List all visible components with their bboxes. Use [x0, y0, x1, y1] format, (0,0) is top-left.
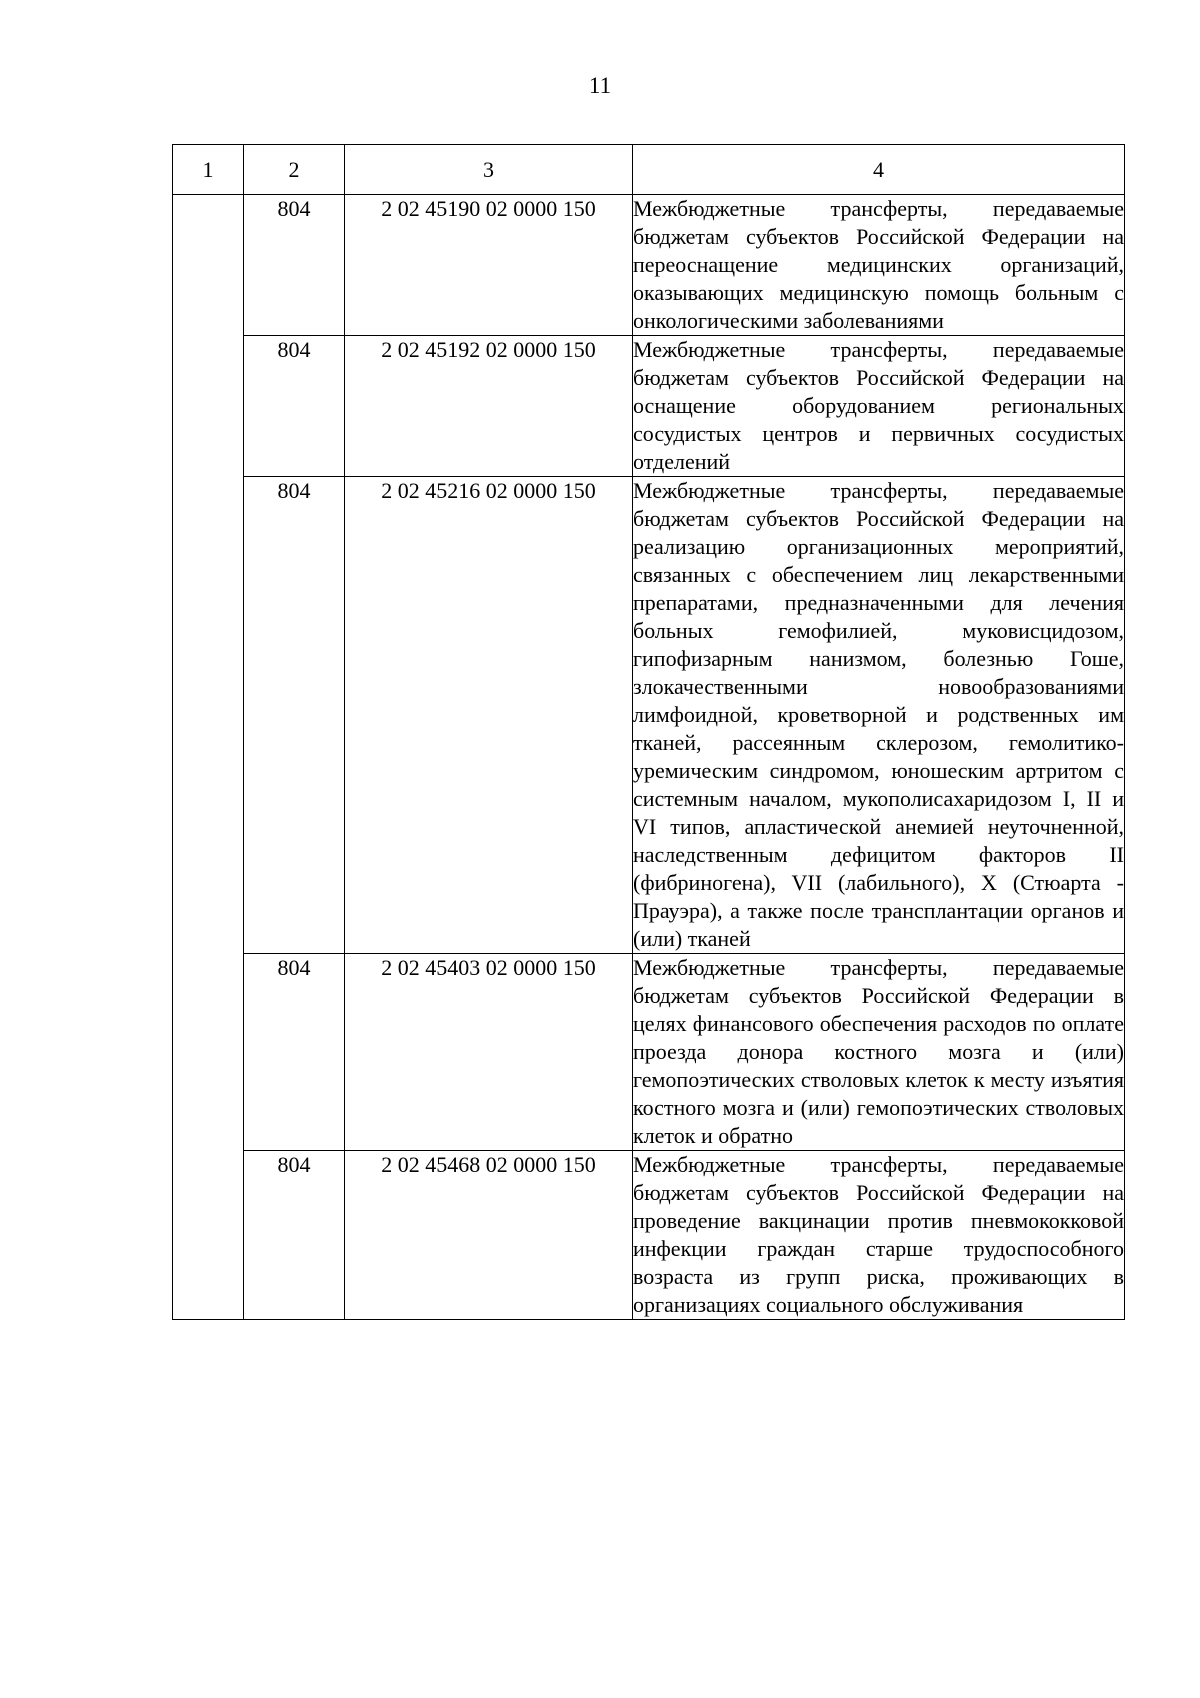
budget-code-cell: 2 02 45216 02 0000 150	[345, 477, 633, 954]
admin-code-cell: 804	[244, 195, 345, 336]
admin-code-cell: 804	[244, 1151, 345, 1320]
description-cell: Межбюджетные трансферты, передаваемые бюджетам субъектов Российской Федерации на проведение вакцинации против пневмококковой инфекции граждан старше трудоспособного возраста из групп риска, проживающих в организациях социального обслуживания	[633, 1151, 1125, 1320]
description-cell: Межбюджетные трансферты, передаваемые бюджетам субъектов Российской Федерации в целях финансового обеспечения расходов по оплате проезда донора костного мозга и (или) гемопоэтических стволовых клеток к месту изъятия костного мозга и (или) гемопоэтических стволовых клеток и обратно	[633, 954, 1125, 1151]
budget-code-cell: 2 02 45403 02 0000 150	[345, 954, 633, 1151]
description-cell: Межбюджетные трансферты, передаваемые бюджетам субъектов Российской Федерации на реализацию организационных мероприятий, связанных с обеспечением лиц лекарственными препаратами, предназначенными для лечения больных гемофилией, муковисцидозом, гипофизарным нанизмом, болезнью Гоше, злокачественными новообразованиями лимфоидной, кроветворной и родственных им тканей, рассеянным склерозом, гемолитико-уремическим синдромом, юношеским артритом с системным началом, мукополисахаридозом I, II и VI типов, апластической анемией неуточненной, наследственным дефицитом факторов II (фибриногена), VII (лабильного), X (Стюарта - Прауэра), а также после трансплантации органов и (или) тканей	[633, 477, 1125, 954]
column-header-4: 4	[633, 145, 1125, 195]
admin-code-cell: 804	[244, 954, 345, 1151]
table-header-row	[173, 145, 1125, 195]
table-row	[173, 195, 1125, 336]
column-header-2: 2	[244, 145, 345, 195]
column-header-1: 1	[173, 145, 244, 195]
budget-code-cell: 2 02 45190 02 0000 150	[345, 195, 633, 336]
admin-code-cell: 804	[244, 477, 345, 954]
table-row	[173, 477, 1125, 954]
column-header-3: 3	[345, 145, 633, 195]
table-row	[173, 954, 1125, 1151]
admin-code-cell: 804	[244, 336, 345, 477]
empty-first-column-cell	[173, 195, 244, 1320]
budget-code-cell: 2 02 45468 02 0000 150	[345, 1151, 633, 1320]
page-number: 11	[588, 73, 612, 98]
description-cell: Межбюджетные трансферты, передаваемые бюджетам субъектов Российской Федерации на переоснащение медицинских организаций, оказывающих медицинскую помощь больным с онкологическими заболеваниями	[633, 195, 1125, 336]
budget-codes-table	[172, 144, 1125, 1320]
table-row	[173, 1151, 1125, 1320]
budget-code-cell: 2 02 45192 02 0000 150	[345, 336, 633, 477]
table-row	[173, 336, 1125, 477]
description-cell: Межбюджетные трансферты, передаваемые бюджетам субъектов Российской Федерации на оснащение оборудованием региональных сосудистых центров и первичных сосудистых отделений	[633, 336, 1125, 477]
